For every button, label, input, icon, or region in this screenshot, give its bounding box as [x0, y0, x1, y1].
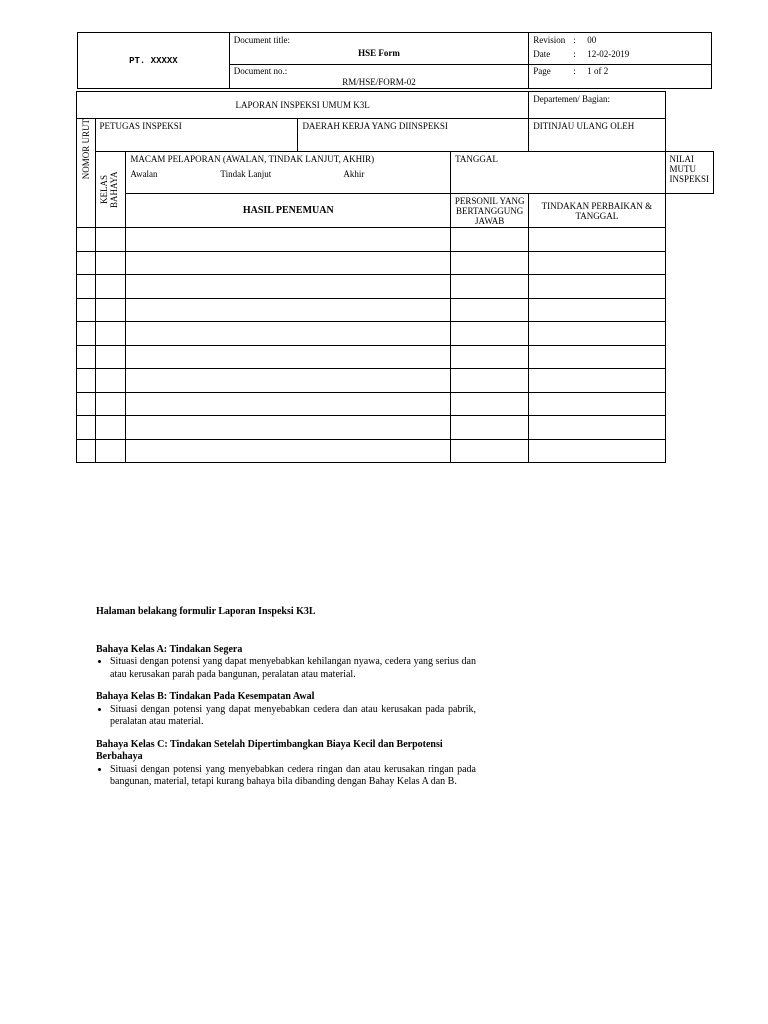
row-kelas-cell[interactable] — [95, 275, 126, 299]
date-label: Date — [533, 49, 551, 59]
row-nomor-cell[interactable] — [77, 369, 96, 393]
row-personil-cell[interactable] — [451, 416, 529, 440]
row-personil-cell[interactable] — [451, 275, 529, 299]
row-kelas-cell[interactable] — [95, 322, 126, 346]
page-value: 1 of 2 — [587, 66, 609, 76]
form-rows — [77, 228, 714, 463]
row-hasil-cell[interactable] — [126, 322, 451, 346]
section-a-title: Bahaya Kelas A: Tindakan Segera — [96, 643, 243, 655]
back-heading: Halaman belakang formulir Laporan Inspeksi K3L — [96, 606, 316, 617]
macam-cell — [126, 152, 451, 194]
page-cell — [529, 65, 712, 89]
nilai-mutu-label: NILAI MUTU INSPEKSI — [665, 152, 714, 194]
revision-colon: : — [573, 35, 576, 45]
row-kelas-cell[interactable] — [95, 392, 126, 416]
form-title: LAPORAN INSPEKSI UMUM K3L — [77, 92, 529, 119]
macam-label: MACAM PELAPORAN (AWALAN, TINDAK LANJUT, AKHIR) — [130, 154, 375, 164]
section-b-bullet: • Situasi dengan potensi yang dapat menyebabkan cedera dan atau kerusakan pada pabrik, peralatan atau material. — [110, 704, 476, 729]
row-tindakan-cell[interactable] — [529, 416, 665, 440]
row-kelas-cell[interactable] — [95, 228, 126, 252]
form-row — [77, 228, 714, 252]
company-name: PT. XXXXX — [78, 33, 230, 89]
row-hasil-cell[interactable] — [126, 345, 451, 369]
revision-label: Revision — [533, 35, 566, 45]
row-kelas-cell[interactable] — [95, 369, 126, 393]
nomor-urut-label: NOMOR URUT — [80, 119, 91, 180]
row-nomor-cell[interactable] — [77, 439, 96, 463]
doc-no-label: Document no.: — [233, 66, 288, 76]
form-row — [77, 345, 714, 369]
row-hasil-cell[interactable] — [126, 369, 451, 393]
form-row — [77, 322, 714, 346]
section-a-bullet: • Situasi dengan potensi yang dapat menyebabkan kehilangan nyawa, cedera yang serius dan atau kerusakan parah pada bangunan, peralatan atau material. — [110, 656, 476, 681]
row-hasil-cell[interactable] — [126, 416, 451, 440]
row-hasil-cell[interactable] — [126, 439, 451, 463]
personil-header: PERSONIL YANG BERTANGGUNG JAWAB — [451, 194, 529, 228]
row-tindakan-cell[interactable] — [529, 275, 665, 299]
page-label: Page — [533, 66, 551, 76]
date-value: 12-02-2019 — [587, 49, 630, 59]
back-page-notes — [96, 606, 476, 789]
section-c-title: Bahaya Kelas C: Tindakan Setelah Dipertimbangkan Biaya Kecil dan Berpotensi Berbahaya — [96, 738, 443, 762]
inspection-form — [76, 91, 714, 463]
row-tindakan-cell[interactable] — [529, 369, 665, 393]
doc-title-label: Document title: — [233, 35, 290, 45]
doc-no-cell — [229, 65, 528, 89]
section-a — [96, 644, 476, 682]
row-personil-cell[interactable] — [451, 228, 529, 252]
row-nomor-cell[interactable] — [77, 298, 96, 322]
row-nomor-cell[interactable] — [77, 322, 96, 346]
document-header — [77, 32, 712, 89]
kelas-bahaya-label — [99, 160, 121, 220]
departemen-label: Departemen/ Bagian: — [529, 92, 665, 119]
doc-title-value: HSE Form — [358, 48, 400, 58]
row-tindakan-cell[interactable] — [529, 345, 665, 369]
awalan-option: Awalan — [130, 169, 158, 179]
akhir-option: Akhir — [343, 169, 365, 179]
row-kelas-cell[interactable] — [95, 298, 126, 322]
row-tindakan-cell[interactable] — [529, 251, 665, 275]
doc-title-cell — [229, 33, 528, 65]
row-hasil-cell[interactable] — [126, 251, 451, 275]
revision-date-cell — [529, 33, 712, 65]
form-row — [77, 416, 714, 440]
date-row — [533, 49, 707, 59]
row-personil-cell[interactable] — [451, 298, 529, 322]
row-tindakan-cell[interactable] — [529, 439, 665, 463]
row-hasil-cell[interactable] — [126, 298, 451, 322]
kelas-bahaya-cell — [95, 152, 126, 228]
row-hasil-cell[interactable] — [126, 392, 451, 416]
row-personil-cell[interactable] — [451, 439, 529, 463]
row-nomor-cell[interactable] — [77, 416, 96, 440]
row-kelas-cell[interactable] — [95, 416, 126, 440]
revision-value: 00 — [587, 35, 597, 45]
row-kelas-cell[interactable] — [95, 251, 126, 275]
row-personil-cell[interactable] — [451, 345, 529, 369]
row-hasil-cell[interactable] — [126, 228, 451, 252]
tanggal-label: TANGGAL — [451, 152, 665, 194]
row-kelas-cell[interactable] — [95, 439, 126, 463]
petugas-label: PETUGAS INSPEKSI — [95, 119, 298, 152]
row-tindakan-cell[interactable] — [529, 298, 665, 322]
form-row — [77, 275, 714, 299]
page-row — [533, 66, 707, 76]
form-row — [77, 298, 714, 322]
macam-options — [130, 169, 420, 179]
section-b — [96, 691, 476, 729]
nomor-urut-cell — [77, 119, 96, 228]
row-personil-cell[interactable] — [451, 369, 529, 393]
daerah-label: DAERAH KERJA YANG DIINSPEKSI — [298, 119, 529, 152]
section-c-bullet: • Situasi dengan potensi yang menyebabkan cedera ringan dan atau kerusakan ringan pada bangunan, material, tetapi kurang bahaya bila dibanding dengan Bahay Kelas A dan B. — [110, 764, 476, 789]
tindakan-header: TINDAKAN PERBAIKAN & TANGGAL — [529, 194, 665, 228]
section-c — [96, 739, 476, 789]
date-colon: : — [573, 49, 576, 59]
row-nomor-cell[interactable] — [77, 251, 96, 275]
form-row — [77, 369, 714, 393]
kelas-bahaya-text: KELAS BAHAYA — [99, 171, 120, 208]
row-tindakan-cell[interactable] — [529, 228, 665, 252]
page-colon: : — [573, 66, 576, 76]
row-nomor-cell[interactable] — [77, 392, 96, 416]
form-row — [77, 392, 714, 416]
tindak-lanjut-option: Tindak Lanjut — [220, 169, 272, 179]
revision-row — [533, 35, 707, 45]
row-hasil-cell[interactable] — [126, 275, 451, 299]
row-nomor-cell[interactable] — [77, 228, 96, 252]
row-nomor-cell[interactable] — [77, 345, 96, 369]
hasil-penemuan-header: HASIL PENEMUAN — [126, 194, 451, 228]
form-row — [77, 251, 714, 275]
section-b-title: Bahaya Kelas B: Tindakan Pada Kesempatan Awal — [96, 691, 315, 702]
doc-no-value: RM/HSE/FORM-02 — [342, 77, 416, 87]
row-nomor-cell[interactable] — [77, 275, 96, 299]
row-personil-cell[interactable] — [451, 251, 529, 275]
row-tindakan-cell[interactable] — [529, 392, 665, 416]
row-personil-cell[interactable] — [451, 392, 529, 416]
row-personil-cell[interactable] — [451, 322, 529, 346]
row-tindakan-cell[interactable] — [529, 322, 665, 346]
ditinjau-label: DITINJAU ULANG OLEH — [529, 119, 665, 152]
form-row — [77, 439, 714, 463]
row-kelas-cell[interactable] — [95, 345, 126, 369]
